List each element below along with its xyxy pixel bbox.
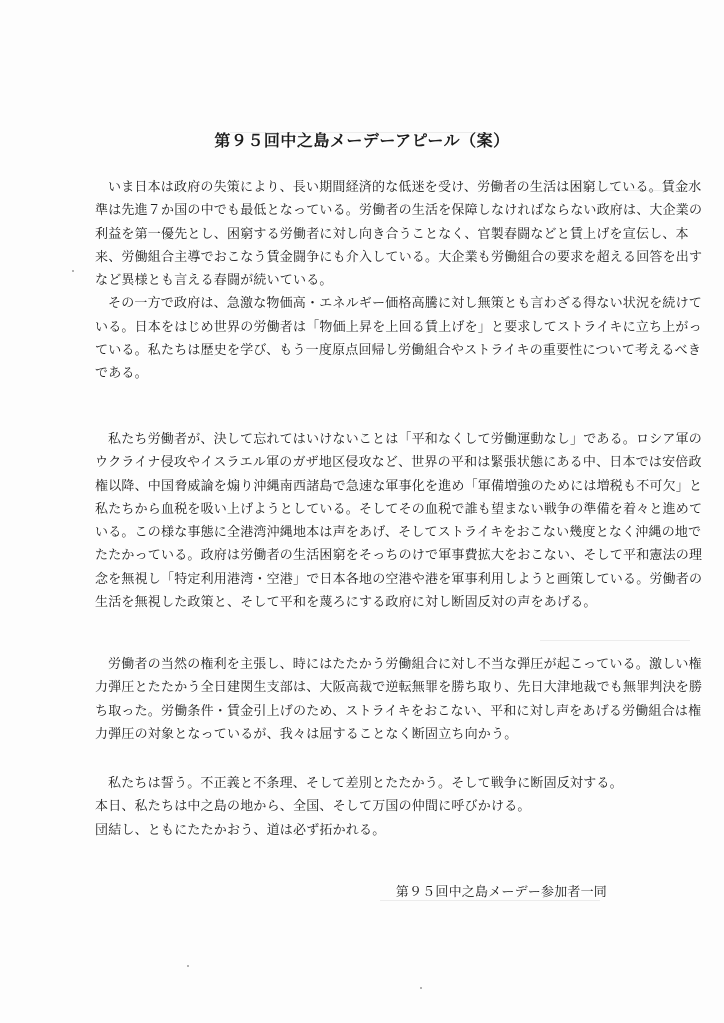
- document-title: 第９５回中之島メーデーアピール（案）: [214, 131, 510, 150]
- bleed-through-line: [380, 900, 600, 901]
- paragraph-group-4: [95, 772, 703, 842]
- paragraph-5: 私たちは誓う。不正義と不条理、そして差別とたたかう。そして戦争に断固反対する。: [108, 776, 623, 791]
- scan-speck: [187, 965, 189, 967]
- paragraph-1: いま日本は政府の失策により、長い期間経済的な低迷を受け、労働者の生活は困窮している。賃金水準は先進７か国の中でも最低となっている。労働者の生活を保障しなければならない政府は、大企業の利益を第一優先とし、困窮する労働者に対し向き合うことなく、官製春闘などと賃上げを宣伝し、本来、労働組合主導でおこなう賃金闘争にも介入している。大企業も労働組合の要求を超える回答を出すなど異様とも言える春闘が続いている。: [95, 180, 703, 289]
- paragraph-6: 本日、私たちは中之島の地から、全国、そして万国の仲間に呼びかける。: [95, 799, 531, 815]
- paragraph-3: 私たち労働者が、決して忘れてはいけないことは「平和なくして労働運動なし」である。ロシア軍のウクライナ侵攻やイスラエル軍のガザ地区侵攻など、世界の平和は緊張状態にある中、日本では安倍政権以降、中国脅威論を煽り沖縄南西諸島で急速な軍事化を進め「軍備増強のためには増税も不可欠」と私たちから血税を吸い上げようとしている。そしてその血税で誰も望まない戦争の準備を着々と進めている。この様な事態に全港湾沖縄地本は声をあげ、そしてストライキをおこない幾度となく沖縄の地でたたかっている。政府は労働者の生活困窮をそっちのけで軍事費拡大をおこない、そして平和憲法の理念を無視し「特定利用港湾・空港」で日本各地の空港や港を軍事利用しようと画策している。労働者の生活を無視した政策と、そして平和を蔑ろにする政府に対し断固反対の声をあげる。: [95, 432, 703, 611]
- paragraph-group-2: [95, 428, 703, 614]
- paragraph-4: 労働者の当然の権利を主張し、時にはたたかう労働組合に対し不当な弾圧が起こっている。激しい権力弾圧とたたかう全日建関生支部は、大阪高裁で逆転無罪を勝ち取り、先日大津地裁でも無罪判決を勝ち取った。労働条件・賃金引上げのため、ストライキをおこない、平和に対し声をあげる労働組合は権力弾圧の対象となっているが、我々は屈することなく断固立ち向かう。: [95, 657, 703, 742]
- paragraph-2: その一方で政府は、急激な物価高・エネルギー価格高騰に対し無策とも言わざる得ない状況を続けている。日本をはじめ世界の労働者は「物価上昇を上回る賃上げを」と要求してストライキに立ち上がっている。私たちは歴史を学び、もう一度原点回帰し労働組合やストライキの重要性について考えるべきである。: [95, 296, 703, 382]
- paragraph-7: 団結し、ともにたたかおう、道は必ず拓かれる。: [95, 822, 386, 838]
- signature-line: 第９５回中之島メーデー参加者一同: [395, 885, 607, 900]
- bleed-through-line: [540, 640, 690, 641]
- scan-speck: [420, 987, 422, 989]
- scan-speck: [72, 270, 74, 272]
- paragraph-group-3: [95, 653, 703, 746]
- paragraph-group-1: [95, 176, 703, 386]
